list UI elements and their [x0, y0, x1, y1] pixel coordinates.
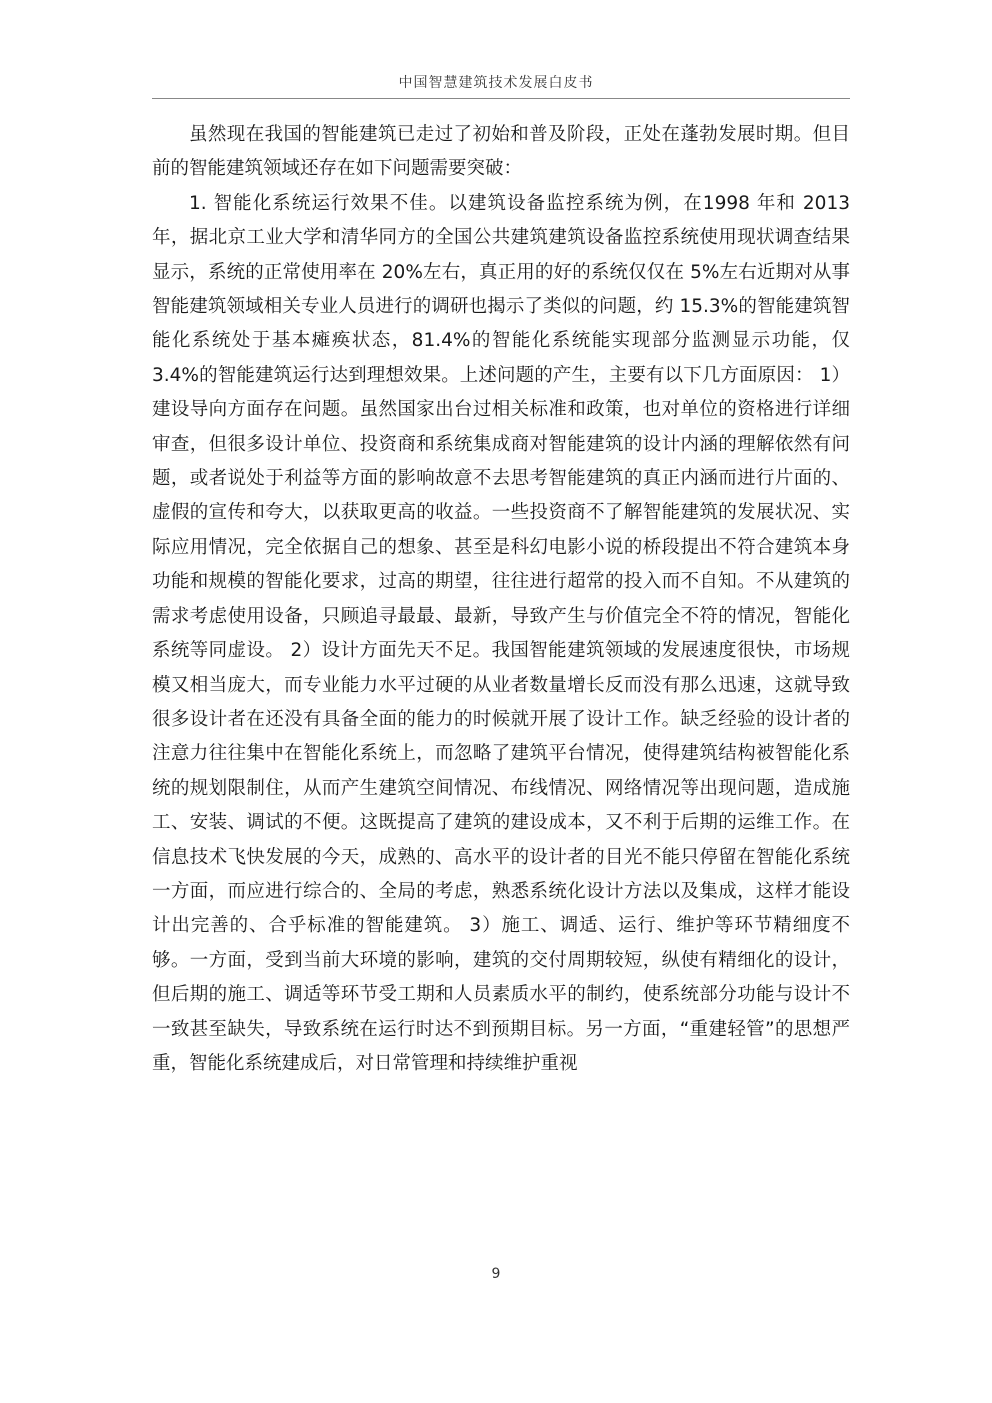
body-paragraph-intro: 虽然现在我国的智能建筑已走过了初始和普及阶段，正处在蓬勃发展时期。但目前的智能建筑领域还存在如下问题需要突破：: [152, 124, 850, 180]
header-divider: [152, 98, 850, 99]
body-paragraph-problem-1: 1. 智能化系统运行效果不佳。以建筑设备监控系统为例，在1998 年和 2013年，据北京工业大学和清华同方的全国公共建筑建筑设备监控系统使用现状调查结果显示，系统的正常使用率在 20%左右，真正用的好的系统仅仅在 5%左右近期对从事智能建筑领域相关专业人员进行的调研也揭示了类似的问题，约 15.3%的智能建筑智能化系统处于基本瘫痪状态，81.4%的智能化系统能实现部分监测显示功能，仅 3.4%的智能建筑运行达到理想效果。上述问题的产生，主要有以下几方面原因： 1）建设导向方面存在问题。虽然国家出台过相关标准和政策，也对单位的资格进行详细审查，但很多设计单位、投资商和系统集成商对智能建筑的设计内涵的理解依然有问题，或者说处于利益等方面的影响故意不去思考智能建筑的真正内涵而进行片面的、虚假的宣传和夸大，以获取更高的收益。一些投资商不了解智能建筑的发展状况、实际应用情况，完全依据自己的想象、甚至是科幻电影小说的桥段提出不符合建筑本身功能和规模的智能化要求，过高的期望，往往进行超常的投入而不自知。不从建筑的需求考虑使用设备，只顾追寻最最、最新，导致产生与价值完全不符的情况，智能化系统等同虚设。 2）设计方面先天不足。我国智能建筑领域的发展速度很快，市场规模又相当庞大，而专业能力水平过硬的从业者数量增长反而没有那么迅速，这就导致很多设计者在还没有具备全面的能力的时候就开展了设计工作。缺乏经验的设计者的注意力往往集中在智能化系统上，而忽略了建筑平台情况，使得建筑结构被智能化系统的规划限制住，从而产生建筑空间情况、布线情况、网络情况等出现问题，造成施工、安装、调试的不便。这既提高了建筑的建设成本，又不利于后期的运维工作。在信息技术飞快发展的今天，成熟的、高水平的设计者的目光不能只停留在智能化系统一方面，而应进行综合的、全局的考虑，熟悉系统化设计方法以及集成，这样才能设计出完善的、合乎标准的智能建筑。 3）施工、调适、运行、维护等环节精细度不够。一方面，受到当前大环境的影响，建筑的交付周期较短，纵使有精细化的设计，但后期的施工、调适等环节受工期和人员素质水平的制约，使系统部分功能与设计不一致甚至缺失，导致系统在运行时达不到预期目标。另一方面，“重建轻管”的思想严重，智能化系统建成后，对日常管理和持续维护重视: [152, 192, 850, 1074]
document-body: [152, 118, 850, 1081]
page-header-title: 中国智慧建筑技术发展白皮书: [398, 75, 594, 91]
page-number: 9: [491, 1266, 501, 1282]
